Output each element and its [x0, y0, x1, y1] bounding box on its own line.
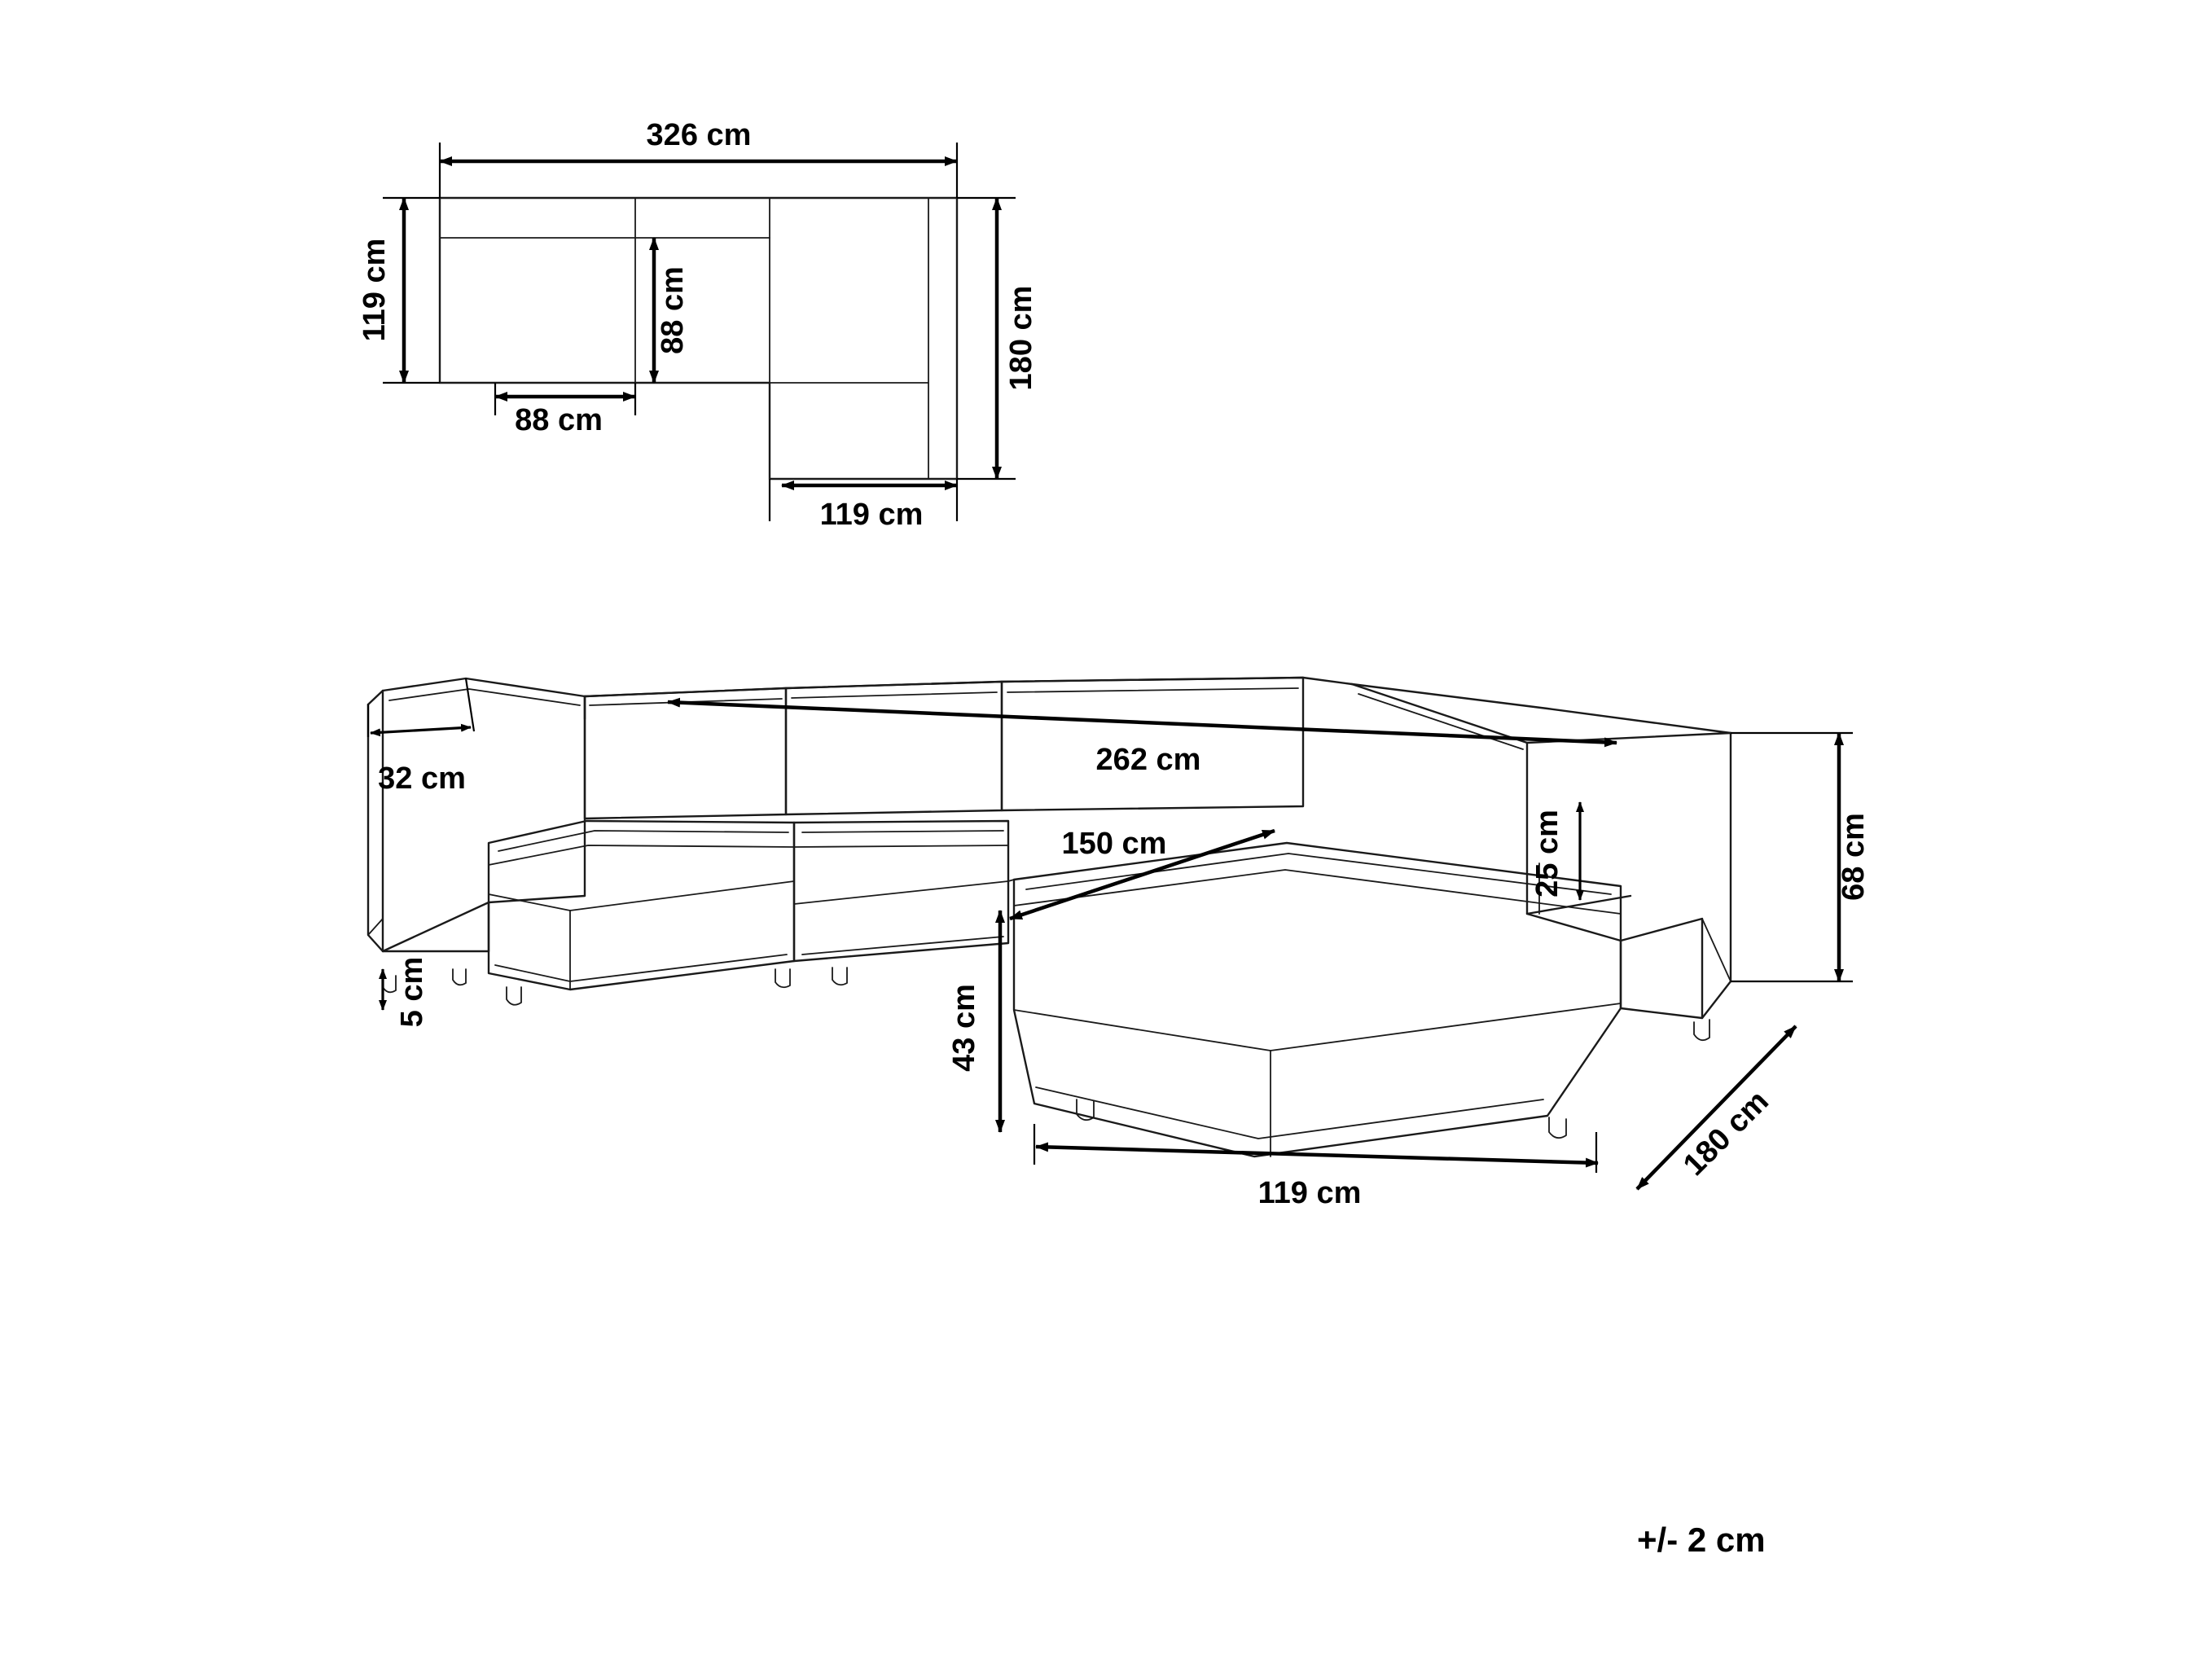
- dim-label-seat-height: 43 cm: [947, 984, 981, 1072]
- tolerance-note: +/- 2 cm: [1637, 1521, 1766, 1559]
- dim-label-top-module-depth: 88 cm: [656, 266, 690, 354]
- dim-label-side-depth: 180 cm: [1677, 1084, 1775, 1183]
- dim-label-backrest-height: 25 cm: [1530, 810, 1565, 898]
- dim-label-chaise-depth: 150 cm: [1061, 827, 1167, 861]
- dim-label-top-chaise-width: 119 cm: [819, 498, 924, 532]
- dim-label-top-total-depth: 180 cm: [1004, 285, 1038, 391]
- dim-label-top-width: 326 cm: [646, 118, 752, 152]
- dim-label-top-left-depth: 119 cm: [358, 238, 392, 342]
- dim-label-seat-width: 262 cm: [1095, 743, 1201, 777]
- dim-label-total-height: 68 cm: [1837, 813, 1871, 901]
- perspective-sofa-outline: [368, 678, 1731, 1156]
- dim-label-top-module-width: 88 cm: [515, 403, 603, 437]
- dim-label-leg-height: 5 cm: [395, 956, 429, 1028]
- dim-label-chaise-front-width: 119 cm: [1257, 1176, 1362, 1210]
- top-view-dimensions: [383, 143, 1016, 521]
- dim-label-arm-width: 32 cm: [378, 761, 466, 796]
